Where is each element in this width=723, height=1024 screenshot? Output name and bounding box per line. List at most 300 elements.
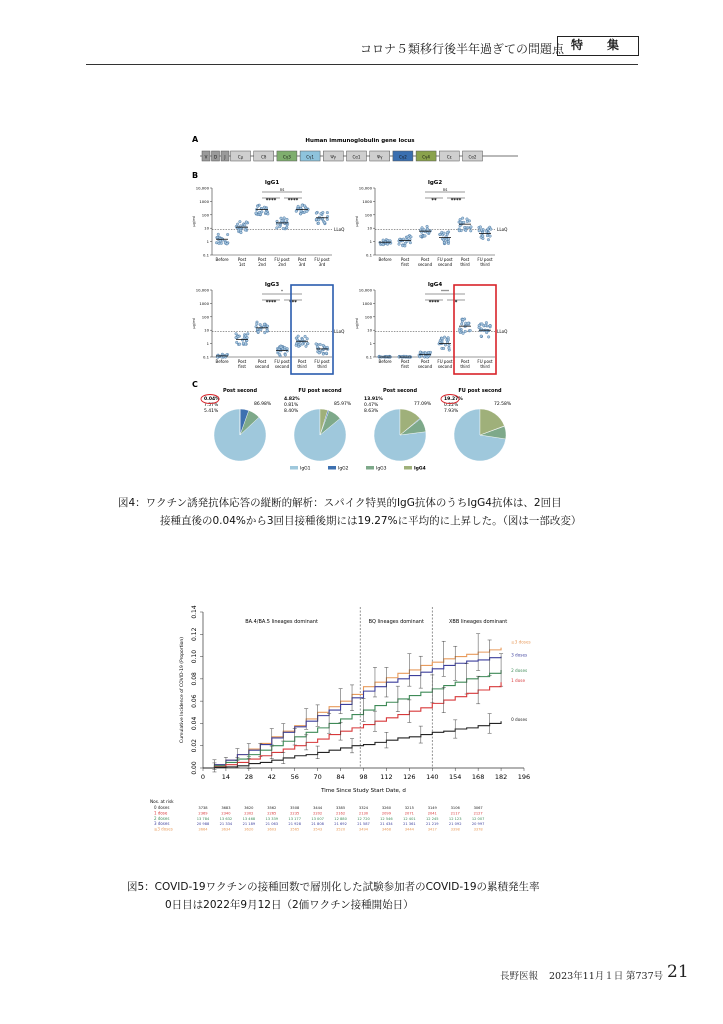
category-label: Post (420, 257, 430, 262)
data-point (263, 323, 266, 326)
data-point (441, 337, 444, 340)
data-point (301, 338, 304, 341)
data-point (466, 220, 469, 223)
subplot-title: IgG1 (264, 180, 280, 186)
gene-label: D (213, 154, 218, 160)
risk-table-cell: 3385 (335, 806, 346, 810)
data-point (278, 353, 281, 356)
y-tick-label: 1000 (362, 300, 372, 306)
data-point (284, 354, 287, 357)
gene-label: Cγ1 (306, 154, 314, 160)
category-label: Post (400, 257, 410, 262)
data-point (301, 204, 304, 207)
panel-c-pies (201, 388, 512, 472)
header-rule (86, 64, 638, 65)
data-point (480, 335, 483, 338)
data-point (464, 330, 467, 333)
x-tick-label: 56 (290, 773, 299, 781)
series-end-label: 0 doses (511, 717, 528, 723)
data-point (478, 324, 481, 327)
series-end-label: 1 dose (511, 678, 526, 684)
lloq-label: LLoQ (334, 226, 345, 232)
risk-table-cell: 3324 (358, 806, 369, 810)
category-label: third (297, 364, 307, 369)
gene-label: J (224, 154, 226, 160)
category-label: second (417, 364, 433, 369)
x-tick-label: 154 (449, 773, 462, 781)
risk-table-cell: 2302 (244, 811, 254, 816)
page-number: 21 (667, 962, 689, 982)
y-tick-label: 0.02 (191, 739, 198, 753)
risk-table-cell: 2235 (290, 811, 300, 816)
data-point (317, 222, 320, 225)
data-point (239, 220, 242, 223)
risk-table-cell: 3738 (198, 806, 208, 810)
category-label: 3rd (298, 262, 306, 267)
risk-table-header: Nos. at risk (150, 799, 174, 804)
legend-label: IgG3 (376, 466, 387, 472)
data-point (481, 235, 484, 238)
pie-percent-label: 0.04% (204, 397, 220, 402)
y-tick-label: 10,000 (195, 287, 209, 293)
category-label: Before (215, 359, 229, 364)
y-axis-label: Cumulative Incidence of COVID-19 (Proportion) (180, 637, 185, 743)
data-point (256, 205, 259, 208)
gene-label: Cα2 (468, 154, 477, 160)
y-axis-label: μg/ml (191, 216, 196, 227)
data-point (421, 226, 424, 229)
lloq-label: LLoQ (497, 226, 508, 232)
category-label: Before (215, 257, 229, 262)
y-tick-label: 10 (204, 225, 209, 231)
y-tick-label: 0.14 (191, 605, 198, 619)
data-point (266, 329, 269, 332)
risk-table-cell: 3520 (335, 827, 346, 832)
category-label: 2nd (278, 262, 286, 267)
data-point (487, 336, 490, 339)
risk-table-cell: 2369 (198, 811, 208, 816)
data-point (424, 235, 427, 238)
data-point (315, 212, 318, 215)
data-point (424, 352, 427, 355)
data-point (326, 211, 329, 214)
data-point (322, 353, 325, 356)
risk-table-cell: 13 784 (196, 816, 210, 821)
y-tick-label: 10,000 (195, 185, 209, 191)
data-point (283, 217, 286, 220)
data-point (446, 231, 449, 234)
risk-table-cell: 21 587 (357, 822, 370, 827)
category-label: 2nd (258, 262, 266, 267)
y-tick-label: 0.00 (191, 761, 198, 775)
data-point (266, 325, 269, 328)
risk-table-cell: 12 123 (448, 816, 462, 821)
data-point (443, 336, 446, 339)
y-tick-label: 1 (206, 239, 209, 245)
x-tick-label: 126 (403, 773, 416, 781)
data-point (490, 228, 493, 231)
data-point (300, 210, 303, 213)
figure4-graphic (190, 130, 530, 475)
y-tick-label: 1 (369, 341, 372, 347)
pie-title: Post second (382, 388, 418, 394)
risk-table-cell: 3620 (244, 827, 254, 832)
phase-label: XBB lineages dominant (449, 619, 508, 625)
data-point (297, 205, 300, 208)
data-point (303, 205, 306, 208)
y-tick-label: 1 (369, 239, 372, 245)
data-point (307, 342, 310, 345)
scatter-subplot (354, 180, 508, 267)
pie-percent-label: 13.91% (364, 397, 383, 402)
category-label: second (254, 364, 270, 369)
pie-percent-label: 86.98% (254, 402, 272, 407)
figure5-caption-line1: 図5：COVID-19ワクチンの接種回数で層別化した試験参加者のCOVID-19の累積発生率 (127, 881, 540, 893)
data-point (470, 226, 473, 229)
data-point (447, 240, 450, 243)
pie-title: Post second (222, 388, 258, 394)
data-point (447, 336, 450, 339)
gene-label: Cγ4 (422, 154, 430, 160)
data-point (382, 239, 385, 242)
category-label: Before (378, 257, 392, 262)
risk-table-cell: 3215 (404, 806, 414, 810)
category-label: third (317, 364, 327, 369)
pie-chart (284, 388, 352, 461)
y-tick-label: 0.04 (191, 716, 198, 731)
category-label: Post (257, 257, 267, 262)
x-tick-label: 112 (380, 773, 393, 781)
pie-percent-label: 0.47% (364, 403, 379, 408)
y-tick-label: 1000 (362, 198, 372, 204)
data-point (276, 220, 279, 223)
risk-table-cell: 21 808 (311, 822, 324, 827)
data-point (464, 229, 467, 232)
gene-label: Cγ3 (283, 154, 291, 160)
data-point (423, 228, 426, 231)
data-point (281, 220, 284, 223)
risk-table-cell: 3603 (267, 827, 277, 832)
risk-table-cell: 2202 (313, 811, 323, 816)
category-label: second (274, 364, 290, 369)
data-point (326, 346, 329, 349)
pie-percent-label: 8.40% (284, 409, 299, 414)
y-tick-label: 10,000 (358, 185, 372, 191)
data-point (443, 241, 446, 244)
data-point (485, 331, 488, 334)
data-point (459, 221, 462, 224)
category-label: third (480, 364, 490, 369)
data-point (258, 211, 261, 214)
category-label: third (460, 364, 470, 369)
category-label: FU post (477, 359, 493, 364)
y-tick-label: 1 (206, 341, 209, 347)
risk-table-cell: 3565 (290, 827, 300, 832)
panel-c-label: C (192, 380, 198, 389)
risk-table-cell: 2127 (473, 811, 483, 816)
risk-table-cell: 21 219 (425, 822, 439, 827)
data-point (219, 240, 222, 243)
data-point (401, 244, 404, 247)
data-point (276, 227, 279, 230)
pie-title: FU post second (298, 388, 342, 394)
category-label: first (401, 262, 409, 267)
risk-table-cell: 3444 (404, 827, 414, 832)
data-point (426, 228, 429, 231)
series-line (203, 714, 527, 772)
data-point (215, 241, 218, 244)
data-point (263, 331, 266, 334)
legend-label: IgG1 (300, 466, 311, 472)
significance-label: ns (442, 187, 448, 192)
significance-stars: **** (265, 198, 277, 204)
series-end-label: ≥3 doses (511, 639, 531, 645)
footer-date: 2023年11月１日 (549, 971, 624, 982)
data-point (467, 322, 470, 325)
significance-stars: **** (265, 300, 277, 306)
data-point (458, 330, 461, 333)
y-tick-label: 0.1 (365, 354, 372, 360)
risk-table-cell: 3620 (244, 806, 254, 810)
pie-percent-label: 7.93% (444, 409, 459, 414)
pie-percent-label: 85.97% (334, 402, 352, 407)
data-point (301, 343, 304, 346)
panel-b-scatter (191, 180, 508, 374)
figure5-caption-line2: 0日目は2022年9月12日（2価ワクチン接種開始日） (165, 899, 414, 911)
footer-journal: 長野医報 (500, 971, 539, 982)
subplot-title: IgG4 (427, 282, 443, 288)
data-point (257, 331, 260, 334)
risk-row-label: 0 doses (154, 805, 170, 810)
y-tick-label: 0.06 (191, 694, 198, 708)
category-label: FU post (314, 257, 330, 262)
risk-row-label: 3 doses (154, 821, 170, 827)
category-label: first (238, 364, 246, 369)
gene-label: Cγ2 (399, 154, 407, 160)
category-label: Post (257, 359, 267, 364)
pie-percent-label: 72.58% (494, 402, 512, 407)
risk-table-cell: 2117 (450, 811, 460, 816)
y-tick-label: 10 (367, 225, 372, 231)
significance-stars: **** (450, 198, 462, 204)
data-point (239, 229, 242, 232)
pie-percent-label: 77.09% (414, 402, 432, 407)
risk-table-cell: 12 245 (425, 816, 439, 821)
data-point (280, 346, 283, 349)
risk-table-cell: 12 007 (471, 816, 485, 821)
y-tick-label: 0.1 (202, 252, 209, 258)
significance-stars: ** (431, 198, 437, 204)
data-point (419, 351, 422, 354)
data-point (235, 336, 238, 339)
y-tick-label: 0.12 (191, 627, 198, 641)
category-label: third (460, 262, 470, 267)
lloq-label: LLoQ (497, 328, 508, 334)
data-point (485, 230, 488, 233)
gene-label: Cα1 (352, 154, 361, 160)
x-tick-label: 0 (200, 773, 206, 781)
x-tick-label: 182 (494, 773, 508, 781)
risk-table-cell: 3067 (473, 806, 483, 810)
x-tick-label: 98 (359, 773, 368, 781)
figure5-chart (146, 585, 566, 855)
data-point (410, 236, 413, 239)
x-tick-label: 14 (221, 773, 231, 781)
x-tick-label: 196 (517, 773, 531, 781)
risk-table-cell: 21 092 (448, 822, 462, 827)
panel-a-gene-locus (192, 135, 518, 161)
category-label: FU post (477, 257, 493, 262)
data-point (459, 218, 462, 221)
risk-row-label: ≥3 doses (154, 826, 173, 832)
data-point (242, 342, 245, 345)
series-line (203, 654, 527, 768)
risk-table-cell: 20 997 (471, 822, 485, 827)
y-axis-label: μg/ml (191, 318, 196, 329)
data-point (226, 233, 229, 236)
risk-table-cell: 13 468 (242, 816, 256, 821)
scatter-subplot (191, 180, 345, 267)
data-point (428, 230, 431, 233)
figure4-caption-line1: 図4：ワクチン誘発抗体応答の縦断的解析：スパイク特異的IgG抗体のうちIgG4抗体は、2回目 (118, 497, 562, 509)
significance-label: **** (441, 289, 449, 294)
running-title: コロナ５類移行後半年過ぎての問題点 (360, 42, 565, 56)
phase-label: BA.4/BA.5 lineages dominant (245, 619, 318, 625)
data-point (407, 236, 410, 239)
significance-stars: *** (289, 300, 297, 306)
risk-table-cell: 3634 (221, 827, 231, 832)
category-label: third (480, 262, 490, 267)
gene-label: Cμ (237, 154, 244, 160)
y-tick-label: 0.08 (191, 672, 198, 686)
data-point (245, 221, 248, 224)
risk-table-cell: 21 928 (288, 822, 302, 827)
pie-title: FU post second (458, 388, 502, 394)
x-tick-label: 140 (426, 773, 439, 781)
risk-table-cell: 2162 (335, 811, 346, 816)
data-point (297, 345, 300, 348)
legend-label: IgG4 (414, 466, 426, 472)
data-point (315, 218, 318, 221)
y-tick-label: 1000 (199, 300, 209, 306)
risk-table-cell: 13 339 (265, 816, 279, 821)
y-tick-label: 0.1 (202, 354, 209, 360)
risk-table-cell: 3494 (358, 827, 369, 832)
y-tick-label: 10,000 (358, 287, 372, 293)
risk-row-label: 2 doses (154, 815, 170, 821)
data-point (481, 323, 484, 326)
lloq-label: LLoQ (334, 328, 345, 334)
data-point (286, 222, 289, 225)
significance-stars: * (454, 300, 458, 306)
data-point (256, 323, 259, 326)
risk-table-cell: 2265 (267, 811, 277, 816)
y-tick-label: 10 (204, 327, 209, 333)
data-point (226, 242, 229, 245)
data-point (442, 347, 445, 350)
significance-label: ns (279, 187, 285, 192)
data-point (489, 235, 492, 238)
x-tick-label: 168 (471, 773, 485, 781)
data-point (487, 238, 490, 241)
gene-label: Ψγ (330, 154, 337, 160)
data-point (286, 218, 289, 221)
data-point (306, 337, 309, 340)
category-label: 3rd (318, 262, 326, 267)
figure4-caption-line2: 接種直後の0.04%から3回目接種後期には19.27%に平均的に上昇した。（図は一部改変） (160, 515, 582, 527)
category-label: Post (460, 359, 470, 364)
significance-label: * (281, 289, 283, 294)
data-point (259, 323, 262, 326)
y-tick-label: 0.1 (365, 252, 372, 258)
panel-b-label: B (192, 171, 199, 180)
category-label: first (401, 364, 409, 369)
data-point (315, 343, 318, 346)
data-point (220, 242, 223, 245)
data-point (320, 212, 323, 215)
category-label: Post (420, 359, 430, 364)
data-point (426, 225, 429, 228)
risk-table-cell: 3417 (427, 827, 437, 832)
risk-table-cell: 12 880 (334, 816, 347, 821)
risk-table-cell: 13 177 (288, 816, 302, 821)
legend-swatch (366, 466, 374, 470)
category-label: Post (297, 257, 307, 262)
risk-row-label: 1 dose (154, 810, 168, 816)
data-point (322, 344, 325, 347)
data-point (317, 219, 320, 222)
legend-swatch (404, 466, 412, 470)
risk-table-cell: 3444 (313, 806, 323, 810)
risk-table-cell: 3683 (221, 806, 231, 810)
risk-table-cell: 3398 (450, 827, 460, 832)
y-tick-label: 10 (367, 327, 372, 333)
phase-label: BQ lineages dominant (368, 619, 424, 625)
data-point (445, 238, 448, 241)
pie-chart (201, 388, 272, 461)
data-point (382, 243, 385, 246)
data-point (480, 229, 483, 232)
data-point (402, 238, 405, 241)
pie-percent-label: 19.27% (444, 397, 463, 402)
data-point (318, 216, 321, 219)
category-label: 1st (238, 262, 246, 267)
category-label: second (437, 262, 453, 267)
data-point (469, 329, 472, 332)
category-label: Post (237, 359, 247, 364)
pie-percent-label: 8.63% (364, 409, 379, 414)
legend-swatch (328, 466, 336, 470)
data-point (282, 227, 285, 230)
data-point (464, 322, 467, 325)
data-point (398, 243, 401, 246)
category-label: FU post (437, 257, 453, 262)
data-point (316, 346, 319, 349)
category-label: Before (378, 359, 392, 364)
data-point (409, 241, 412, 244)
data-point (305, 345, 308, 348)
data-point (479, 226, 482, 229)
data-point (461, 217, 464, 220)
data-point (299, 213, 302, 216)
subplot-title: IgG2 (427, 180, 443, 186)
pie-percent-label: 0.22% (444, 403, 459, 408)
data-point (448, 344, 451, 347)
risk-table-cell: 12 401 (403, 816, 416, 821)
risk-table-cell: 13 007 (311, 816, 324, 821)
data-point (244, 224, 247, 227)
data-point (318, 352, 321, 355)
